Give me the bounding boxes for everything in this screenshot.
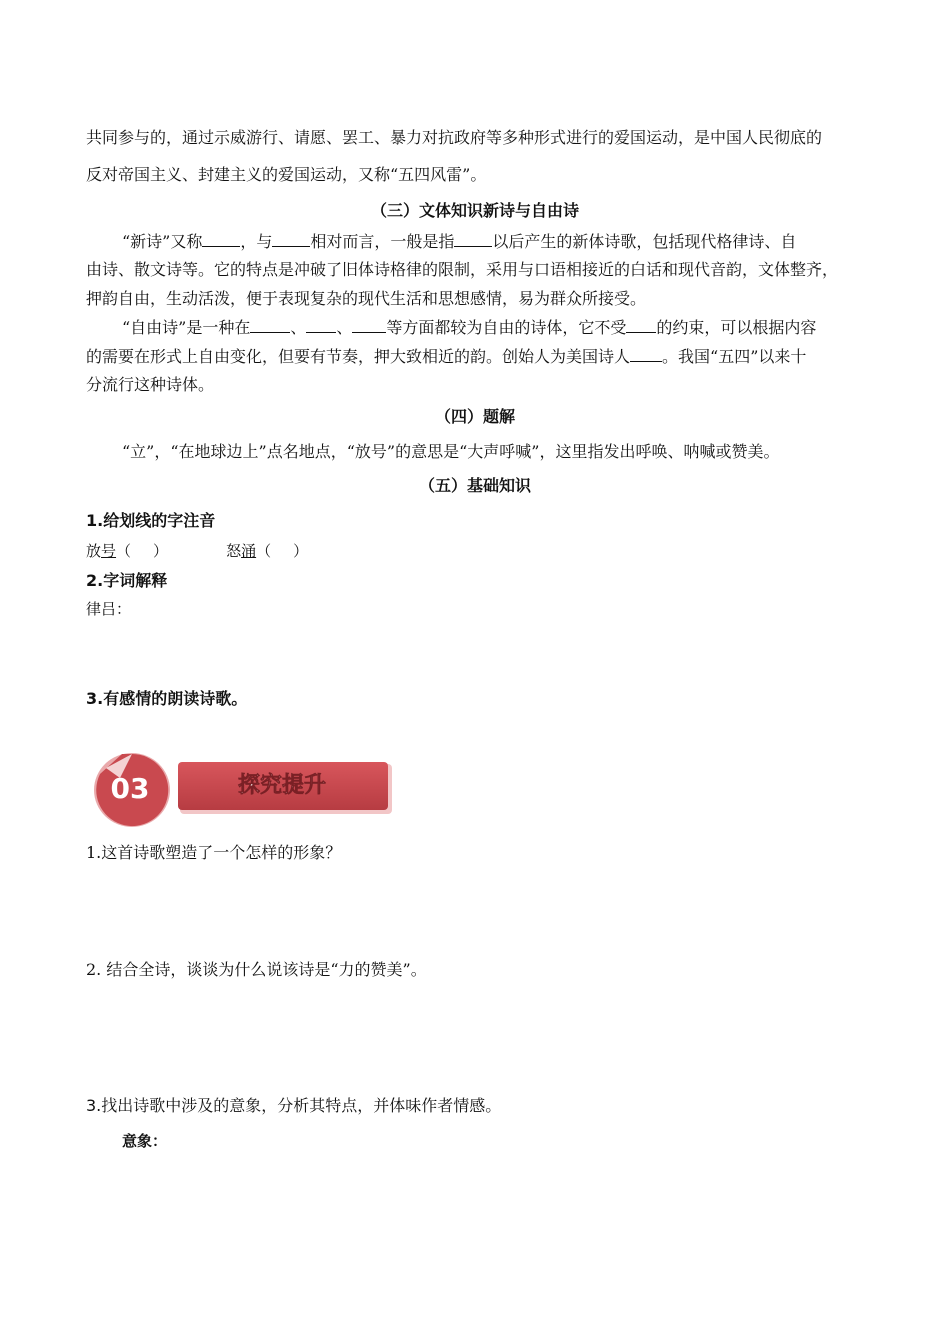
pinyin-items: 放号（ ） 怒涌（ ） (86, 542, 309, 560)
term-lvlv: 律吕： (86, 600, 132, 618)
section-3-p1-line-3: 押韵自由，生动活泼，便于表现复杂的现代生活和思想感情，易为群众所接受。 (86, 289, 647, 308)
fill-blank[interactable] (626, 317, 656, 333)
question-1-title: 1.给划线的字注音 (86, 511, 216, 530)
section-3-p2-line-3: 分流行这种诗体。 (86, 375, 215, 394)
section-5-heading: （五）基础知识 (418, 476, 531, 495)
section-banner (92, 752, 394, 832)
section-3-p2-line-2: 的需要在形式上自由变化，但要有节奏，押大致相近的韵。创始人为美国诗人 。我国“五四”以来十 (86, 347, 807, 366)
section-3-heading: （三）文体知识新诗与自由诗 (370, 201, 579, 220)
fill-blank[interactable] (250, 317, 290, 333)
section-3-p1-line-1: “新诗”又称 ，与 相对而言，一般是指 以后产生的新体诗歌，包括现代格律诗、自 (122, 232, 797, 251)
fill-blank[interactable] (630, 346, 662, 362)
badge-number: 03 (110, 772, 150, 805)
imagery-label: 意象： (122, 1132, 168, 1150)
section-3-p2-line-1: “自由诗”是一种在 、 、 等方面都较为自由的诗体，它不受 的约束，可以根据内容 (122, 318, 817, 337)
section-3-p1-line-2: 由诗、散文诗等。它的特点是冲破了旧体诗格律的限制，采用与口语相接近的白话和现代音韵，文体整齐， (86, 260, 839, 279)
section-4-text: “立”，“在地球边上”点名地点，“放号”的意思是“大声呼喊”，这里指发出呼唤、呐喊或赞美。 (122, 442, 780, 461)
fill-blank[interactable] (272, 231, 310, 247)
fill-blank[interactable] (454, 231, 492, 247)
inquiry-question-1: 1.这首诗歌塑造了一个怎样的形象？ (86, 843, 342, 862)
section-4-heading: （四）题解 (434, 407, 515, 426)
fill-blank[interactable] (306, 317, 336, 333)
banner-title: 探究提升 (237, 773, 327, 798)
inquiry-question-2: 2. 结合全诗，谈谈为什么说该诗是“力的赞美”。 (86, 960, 427, 979)
question-2-title: 2.字词解释 (86, 571, 168, 590)
intro-line-1: 共同参与的，通过示威游行、请愿、罢工、暴力对抗政府等多种形式进行的爱国运动，是中国人民彻底的 (86, 128, 823, 147)
fill-blank[interactable] (202, 231, 240, 247)
inquiry-question-3: 3.找出诗歌中涉及的意象，分析其特点，并体味作者情感。 (86, 1096, 502, 1115)
fill-blank[interactable] (352, 317, 386, 333)
question-3-title: 3.有感情的朗读诗歌。 (86, 689, 248, 708)
intro-line-2: 反对帝国主义、封建主义的爱国运动，又称“五四风雷”。 (86, 165, 487, 184)
